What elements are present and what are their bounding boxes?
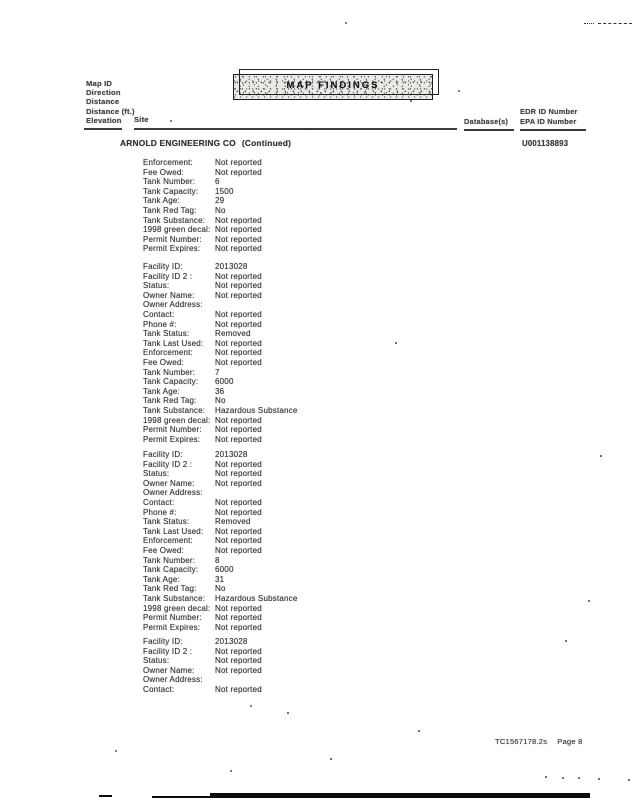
field-row — [143, 647, 473, 657]
map-findings-banner — [233, 74, 433, 100]
field-row — [143, 206, 473, 216]
field-row — [143, 488, 473, 498]
field-row — [143, 235, 473, 245]
field-row — [143, 396, 473, 406]
field-value: 29 — [215, 196, 225, 206]
field-value: 2013028 — [215, 262, 248, 271]
field-row — [143, 262, 473, 272]
field-value: 7 — [215, 367, 220, 377]
field-row — [143, 685, 473, 695]
banner-title: MAP FINDINGS — [286, 80, 380, 91]
field-value: Not reported — [215, 271, 262, 281]
field-value: Not reported — [215, 215, 262, 225]
field-label: Status: — [143, 281, 170, 291]
field-label: 1998 green decal: — [143, 603, 211, 613]
field-label: Facility ID: — [143, 450, 183, 459]
field-label: Tank Status: — [143, 517, 190, 527]
scan-noise-dot — [230, 770, 232, 772]
edr-id-number: U001138893 — [522, 139, 569, 148]
field-row — [143, 281, 473, 291]
field-value: Not reported — [215, 319, 262, 329]
scan-noise-dot — [345, 22, 347, 24]
field-row — [143, 387, 473, 397]
column-header-right — [520, 107, 578, 127]
field-label: Tank Red Tag: — [143, 396, 197, 406]
field-row — [143, 425, 473, 435]
field-value: Not reported — [215, 622, 262, 632]
field-label: Owner Address: — [143, 300, 203, 310]
field-label: Owner Name: — [143, 665, 195, 675]
scan-noise-dot — [115, 750, 117, 752]
scan-noise-dot — [578, 777, 580, 779]
scan-noise-dot — [628, 779, 630, 781]
scan-noise-dot — [418, 730, 420, 732]
field-label: Tank Status: — [143, 329, 190, 339]
field-label: Contact: — [143, 309, 175, 319]
record-section — [143, 158, 473, 254]
field-label: Enforcement: — [143, 348, 193, 358]
field-value: Removed — [215, 329, 251, 339]
field-value: Not reported — [215, 526, 262, 536]
field-label: Status: — [143, 656, 170, 666]
field-value: Not reported — [215, 469, 262, 479]
field-label: Tank Number: — [143, 177, 196, 187]
document-reference: TC1567178.2s — [495, 737, 548, 746]
scan-noise-dot — [458, 90, 460, 92]
field-value: No — [215, 205, 226, 215]
field-row — [143, 358, 473, 368]
field-row — [143, 406, 473, 416]
field-label: Fee Owed: — [143, 167, 184, 177]
header-label-site: Site — [134, 115, 149, 124]
scan-artifact-dashes — [598, 23, 632, 24]
field-label: Tank Age: — [143, 574, 180, 584]
field-row — [143, 368, 473, 378]
field-value: Not reported — [215, 281, 262, 291]
field-row — [143, 310, 473, 320]
field-value: Not reported — [215, 244, 262, 254]
scan-noise-dot — [250, 705, 252, 707]
field-value: Not reported — [215, 338, 262, 348]
field-value: Not reported — [215, 497, 262, 507]
field-label: Facility ID 2 : — [143, 459, 193, 469]
field-label: Owner Name: — [143, 290, 195, 300]
field-label: Permit Expires: — [143, 244, 201, 254]
field-value: Not reported — [215, 656, 262, 666]
record-section — [143, 637, 473, 695]
field-value: Not reported — [215, 646, 262, 656]
header-label-direction: Direction — [86, 88, 121, 98]
field-label: Tank Substance: — [143, 593, 206, 603]
header-underline-databases — [464, 129, 514, 131]
header-underline-epa-id — [520, 129, 586, 131]
scan-noise-dot — [588, 600, 590, 602]
field-label: Permit Number: — [143, 234, 202, 244]
header-underline-elevation — [84, 128, 122, 130]
field-label: Owner Name: — [143, 478, 195, 488]
field-value: 31 — [215, 574, 225, 584]
field-row — [143, 339, 473, 349]
field-value: Not reported — [215, 158, 262, 167]
column-header-left — [86, 79, 135, 125]
scan-noise-dot — [545, 776, 547, 778]
field-value: 8 — [215, 555, 220, 565]
field-row — [143, 216, 473, 226]
field-value: Not reported — [215, 348, 262, 358]
field-label: Tank Last Used: — [143, 338, 204, 348]
field-row — [143, 177, 473, 187]
field-row — [143, 377, 473, 387]
field-value: Not reported — [215, 225, 262, 235]
field-row — [143, 556, 473, 566]
field-label: Tank Red Tag: — [143, 205, 197, 215]
site-name: ARNOLD ENGINEERING CO — [120, 138, 236, 148]
scan-noise-dot — [562, 777, 564, 779]
field-row — [143, 594, 473, 604]
field-row — [143, 637, 473, 647]
scan-noise-dot — [330, 758, 332, 760]
field-label: Fee Owed: — [143, 545, 184, 555]
record-section — [143, 450, 473, 632]
field-label: Fee Owed: — [143, 357, 184, 367]
field-value: Hazardous Substance — [215, 593, 298, 603]
field-row — [143, 675, 473, 685]
field-label: Permit Expires: — [143, 622, 201, 632]
field-value: Not reported — [215, 434, 262, 444]
field-label: Facility ID: — [143, 637, 183, 646]
field-row — [143, 469, 473, 479]
scan-noise-dot — [598, 778, 600, 780]
field-label: Permit Number: — [143, 425, 202, 435]
field-value: No — [215, 584, 226, 594]
field-label: Tank Capacity: — [143, 565, 199, 575]
field-value: Not reported — [215, 309, 262, 319]
field-label: Contact: — [143, 684, 175, 694]
field-label: Phone #: — [143, 507, 177, 517]
field-label: Tank Red Tag: — [143, 584, 197, 594]
field-label: Tank Substance: — [143, 215, 206, 225]
header-label-distance-ft: Distance (ft.) — [86, 106, 135, 116]
field-row — [143, 656, 473, 666]
record-title — [120, 138, 291, 148]
field-value: Not reported — [215, 536, 262, 546]
field-value: Not reported — [215, 665, 262, 675]
field-value: 6000 — [215, 377, 234, 387]
field-label: Tank Age: — [143, 386, 180, 396]
field-value: Not reported — [215, 415, 262, 425]
header-underline-site — [134, 128, 457, 130]
field-value: 1500 — [215, 186, 234, 196]
field-row — [143, 416, 473, 426]
field-label: Tank Capacity: — [143, 377, 199, 387]
field-value: Not reported — [215, 545, 262, 555]
field-label: Enforcement: — [143, 536, 193, 546]
field-row — [143, 450, 473, 460]
field-label: Owner Address: — [143, 675, 203, 685]
continued-label: (Continued) — [241, 138, 292, 148]
field-row — [143, 291, 473, 301]
field-label: Tank Number: — [143, 555, 196, 565]
field-row — [143, 348, 473, 358]
field-label: Tank Last Used: — [143, 526, 204, 536]
field-row — [143, 196, 473, 206]
field-row — [143, 575, 473, 585]
field-value: Not reported — [215, 234, 262, 244]
field-row — [143, 168, 473, 178]
field-row — [143, 498, 473, 508]
field-row — [143, 300, 473, 310]
header-label-distance: Distance — [86, 97, 120, 107]
field-value: Not reported — [215, 613, 262, 623]
field-value: Not reported — [215, 603, 262, 613]
field-value: 2013028 — [215, 450, 248, 459]
field-row — [143, 158, 473, 168]
field-label: 1998 green decal: — [143, 415, 211, 425]
field-row — [143, 187, 473, 197]
field-label: Phone #: — [143, 319, 177, 329]
header-label-elevation: Elevation — [86, 115, 122, 125]
field-row — [143, 536, 473, 546]
field-row — [143, 666, 473, 676]
field-row — [143, 623, 473, 633]
page-footer — [495, 737, 583, 746]
scan-noise-dot — [600, 455, 602, 457]
scan-artifact-dashes — [584, 23, 594, 24]
field-row — [143, 479, 473, 489]
scan-artifact-bar — [99, 795, 112, 797]
field-label: Enforcement: — [143, 158, 193, 167]
field-row — [143, 527, 473, 537]
field-value: 6000 — [215, 565, 234, 575]
field-label: Owner Address: — [143, 488, 203, 498]
header-label-map-id: Map ID — [86, 79, 113, 88]
field-row — [143, 613, 473, 623]
field-value: Not reported — [215, 684, 262, 694]
page-number: Page 8 — [557, 737, 583, 746]
field-value: Not reported — [215, 478, 262, 488]
field-row — [143, 584, 473, 594]
field-label: Facility ID: — [143, 262, 183, 271]
field-value: Not reported — [215, 425, 262, 435]
field-value: Not reported — [215, 459, 262, 469]
field-label: Permit Expires: — [143, 434, 201, 444]
field-row — [143, 225, 473, 235]
field-row — [143, 460, 473, 470]
field-label: Tank Substance: — [143, 405, 206, 415]
field-row — [143, 320, 473, 330]
field-row — [143, 508, 473, 518]
field-label: Tank Age: — [143, 196, 180, 206]
field-row — [143, 546, 473, 556]
scan-noise-dot — [565, 640, 567, 642]
scan-noise-dot — [287, 712, 289, 714]
field-label: Contact: — [143, 497, 175, 507]
field-value: 36 — [215, 386, 225, 396]
field-row — [143, 272, 473, 282]
scan-artifact-bar — [210, 793, 590, 798]
field-label: 1998 green decal: — [143, 225, 211, 235]
field-row — [143, 244, 473, 254]
record-section — [143, 262, 473, 444]
header-label-databases: Database(s) — [464, 117, 509, 126]
field-value: No — [215, 396, 226, 406]
field-value: Not reported — [215, 290, 262, 300]
scan-noise-dot — [304, 128, 306, 130]
field-value: Not reported — [215, 507, 262, 517]
field-row — [143, 329, 473, 339]
field-label: Tank Capacity: — [143, 186, 199, 196]
scan-noise-dot — [170, 120, 172, 122]
scan-noise-dot — [410, 100, 412, 102]
field-label: Facility ID 2 : — [143, 271, 193, 281]
field-row — [143, 517, 473, 527]
header-label-edr-id: EDR ID Number — [520, 107, 578, 116]
field-value: 6 — [215, 177, 220, 187]
field-value: 2013028 — [215, 637, 248, 646]
field-row — [143, 604, 473, 614]
field-label: Tank Number: — [143, 367, 196, 377]
scan-artifact-bar — [152, 796, 212, 798]
field-value: Removed — [215, 517, 251, 527]
header-label-epa-id: EPA ID Number — [520, 117, 577, 126]
field-value: Not reported — [215, 357, 262, 367]
field-label: Permit Number: — [143, 613, 202, 623]
field-row — [143, 435, 473, 445]
field-label: Facility ID 2 : — [143, 646, 193, 656]
field-label: Status: — [143, 469, 170, 479]
scan-noise-dot — [395, 342, 397, 344]
field-row — [143, 565, 473, 575]
field-value: Not reported — [215, 167, 262, 177]
field-value: Hazardous Substance — [215, 405, 298, 415]
